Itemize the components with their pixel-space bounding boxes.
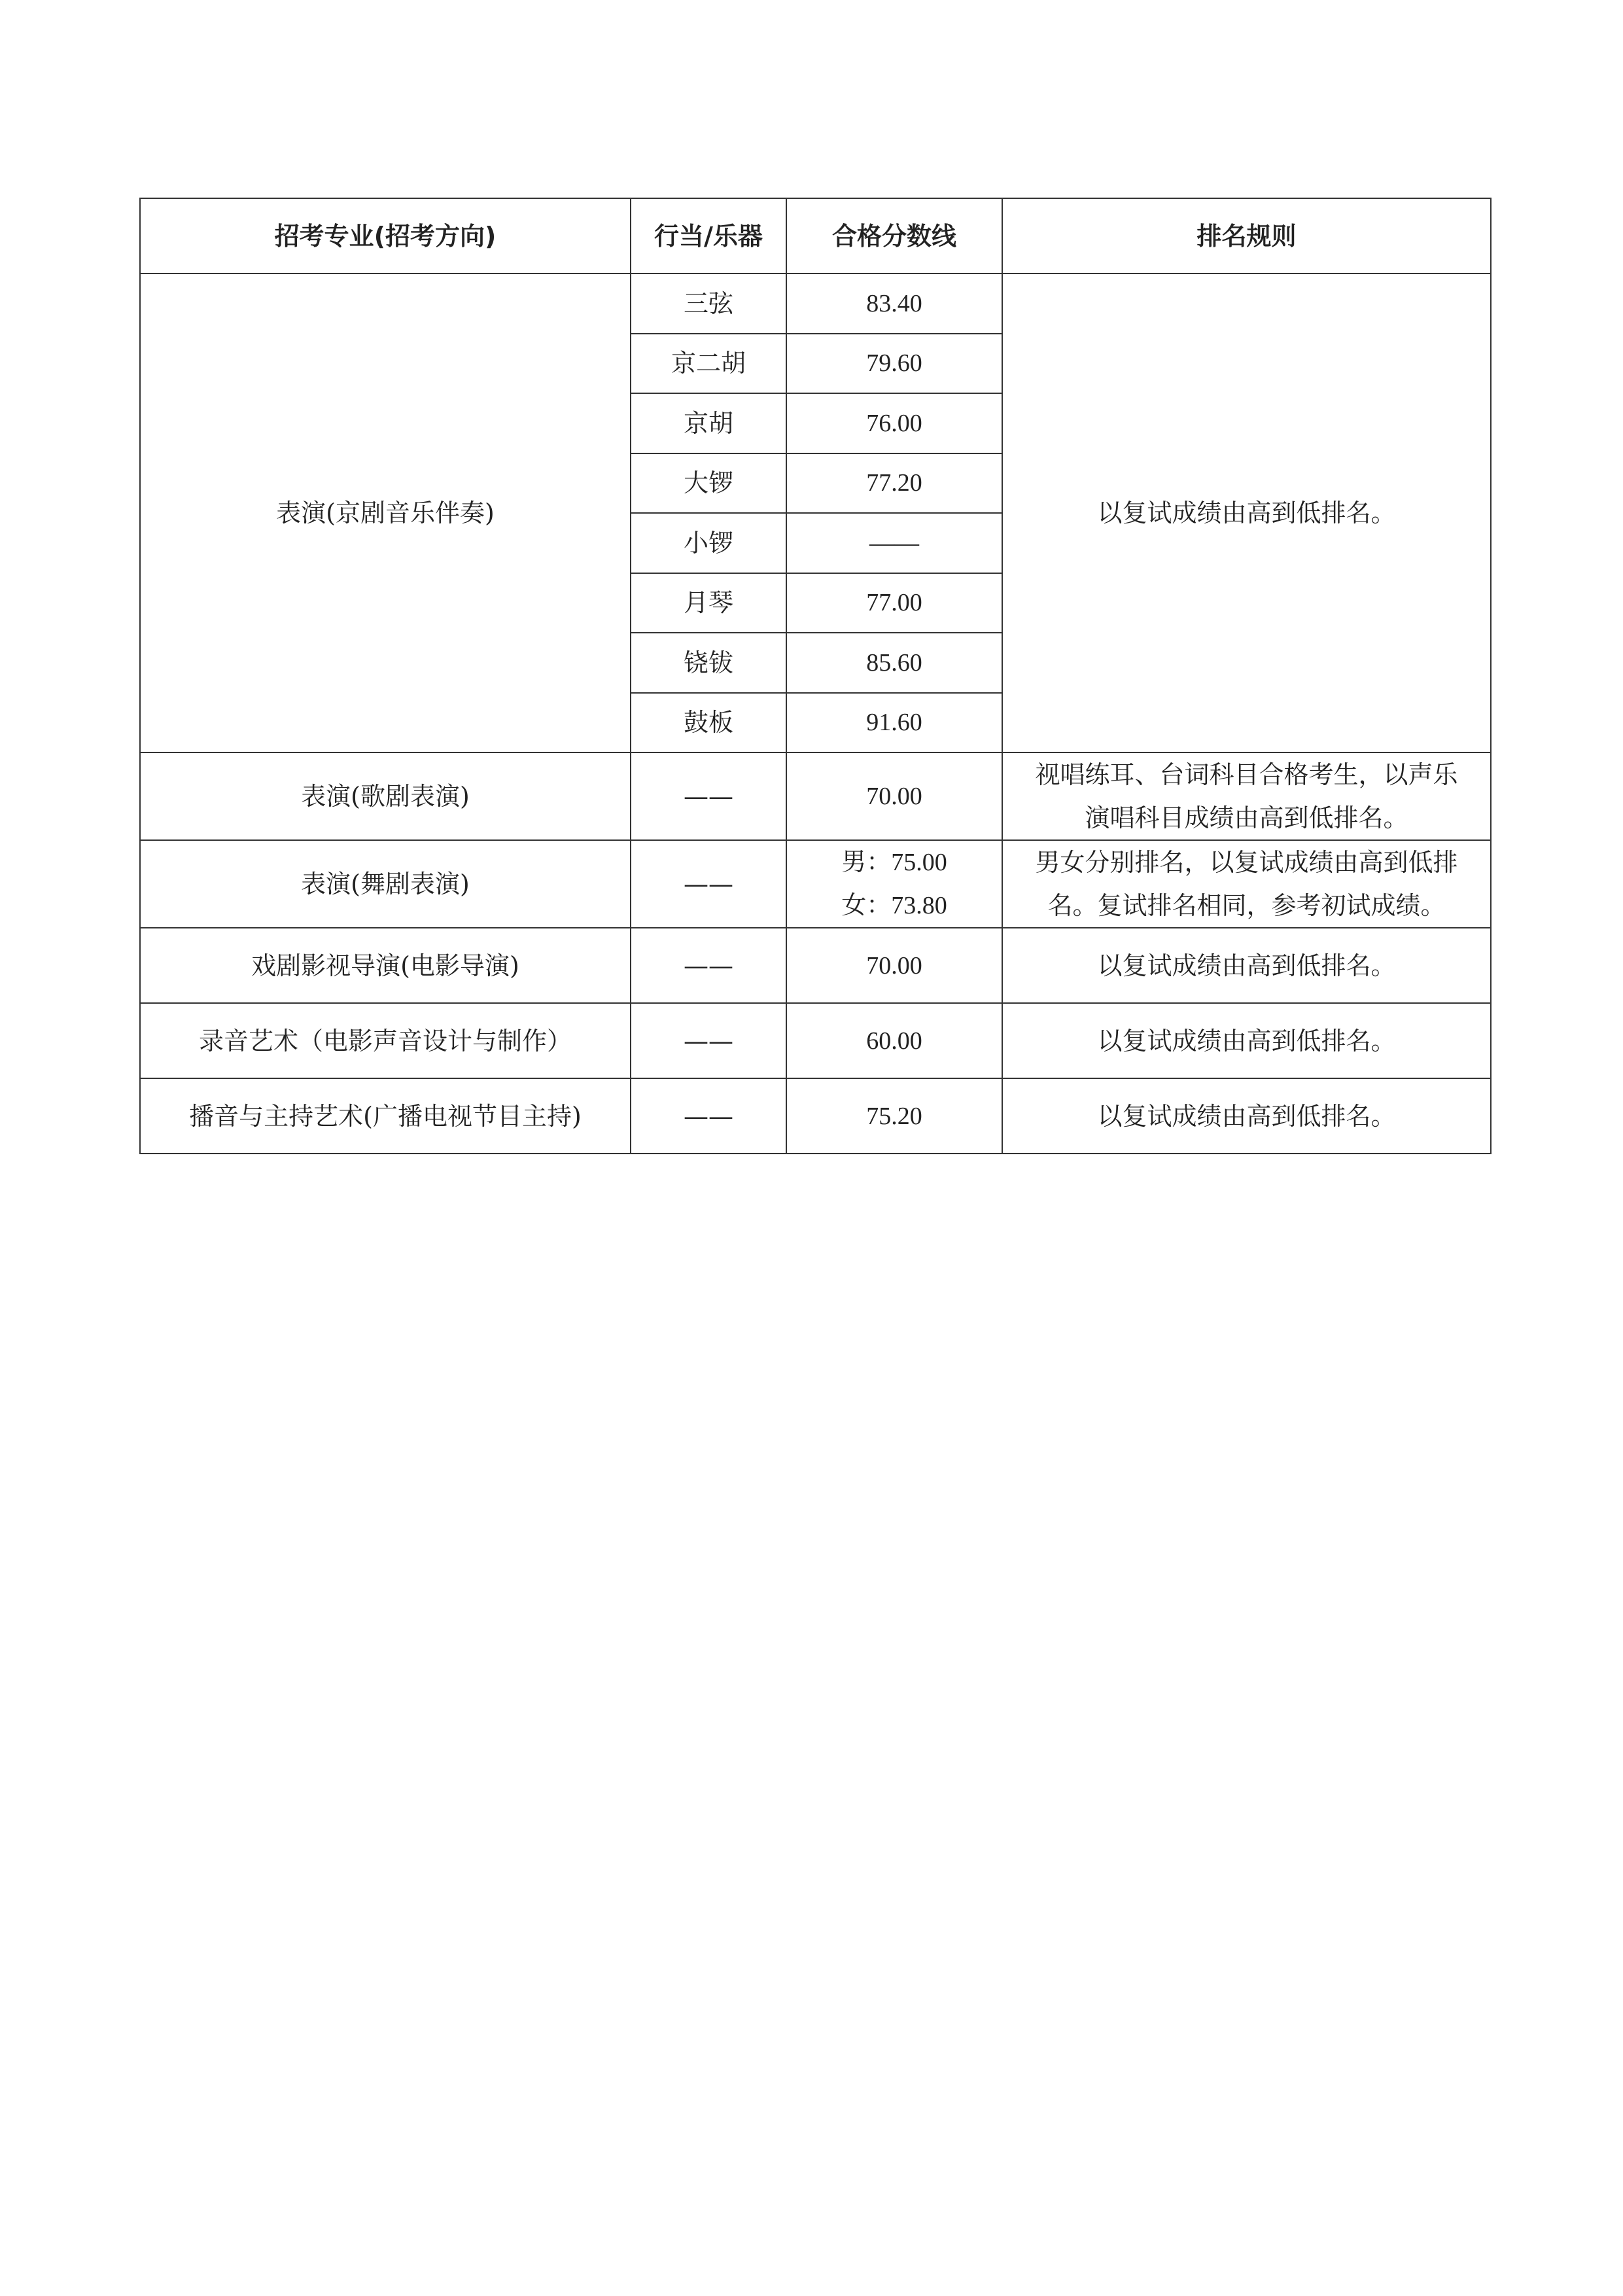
table-row bbox=[140, 928, 1491, 1003]
instrument-cell: 大锣 bbox=[631, 453, 786, 514]
rule-line: 演唱科目成绩由高到低排名。 bbox=[1085, 804, 1408, 832]
score-line-female: 女：73.80 bbox=[841, 892, 947, 919]
rule-cell bbox=[1002, 840, 1491, 928]
instrument-cell: —— bbox=[631, 840, 786, 928]
score-cell: 60.00 bbox=[786, 1003, 1002, 1078]
rule-cell: 以复试成绩由高到低排名。 bbox=[1002, 1078, 1491, 1154]
score-cell: 76.00 bbox=[786, 393, 1002, 453]
major-cell: 播音与主持艺术(广播电视节目主持) bbox=[140, 1078, 631, 1154]
rule-line: 男女分别排名，以复试成绩由高到低排 bbox=[1035, 848, 1458, 877]
instrument-cell: —— bbox=[631, 1078, 786, 1154]
major-cell: 表演(京剧音乐伴奏) bbox=[140, 274, 631, 752]
score-cell: 79.60 bbox=[786, 334, 1002, 394]
score-cell bbox=[786, 840, 1002, 928]
score-line-male: 男：75.00 bbox=[841, 849, 947, 876]
instrument-cell: 京胡 bbox=[631, 393, 786, 453]
header-major: 招考专业(招考方向) bbox=[140, 198, 631, 274]
major-cell: 表演(舞剧表演) bbox=[140, 840, 631, 928]
rule-cell: 以复试成绩由高到低排名。 bbox=[1002, 274, 1491, 752]
score-cell: 77.20 bbox=[786, 453, 1002, 514]
score-cell: 91.60 bbox=[786, 693, 1002, 753]
instrument-cell: 鼓板 bbox=[631, 693, 786, 753]
score-cell: —— bbox=[786, 513, 1002, 573]
rule-cell bbox=[1002, 752, 1491, 840]
score-cell: 70.00 bbox=[786, 928, 1002, 1003]
header-rule: 排名规则 bbox=[1002, 198, 1491, 274]
table-row bbox=[140, 274, 1491, 334]
table-row bbox=[140, 752, 1491, 840]
instrument-cell: —— bbox=[631, 752, 786, 840]
header-instrument: 行当/乐器 bbox=[631, 198, 786, 274]
major-cell: 戏剧影视导演(电影导演) bbox=[140, 928, 631, 1003]
table-row bbox=[140, 840, 1491, 928]
instrument-cell: 三弦 bbox=[631, 274, 786, 334]
instrument-cell: 铙钹 bbox=[631, 633, 786, 693]
instrument-cell: —— bbox=[631, 928, 786, 1003]
header-score: 合格分数线 bbox=[786, 198, 1002, 274]
score-cell: 77.00 bbox=[786, 573, 1002, 633]
rule-cell: 以复试成绩由高到低排名。 bbox=[1002, 1003, 1491, 1078]
instrument-cell: 月琴 bbox=[631, 573, 786, 633]
score-cell: 75.20 bbox=[786, 1078, 1002, 1154]
score-cell: 70.00 bbox=[786, 752, 1002, 840]
table-row bbox=[140, 1078, 1491, 1154]
rule-line: 名。复试排名相同，参考初试成绩。 bbox=[1047, 891, 1446, 920]
major-cell: 表演(歌剧表演) bbox=[140, 752, 631, 840]
table-row bbox=[140, 1003, 1491, 1078]
instrument-cell: 小锣 bbox=[631, 513, 786, 573]
rule-cell: 以复试成绩由高到低排名。 bbox=[1002, 928, 1491, 1003]
score-table bbox=[139, 198, 1492, 1154]
score-cell: 85.60 bbox=[786, 633, 1002, 693]
instrument-cell: 京二胡 bbox=[631, 334, 786, 394]
score-cell: 83.40 bbox=[786, 274, 1002, 334]
instrument-cell: —— bbox=[631, 1003, 786, 1078]
major-cell: 录音艺术（电影声音设计与制作） bbox=[140, 1003, 631, 1078]
rule-line: 视唱练耳、台词科目合格考生，以声乐 bbox=[1035, 760, 1458, 789]
table-header-row bbox=[140, 198, 1491, 274]
